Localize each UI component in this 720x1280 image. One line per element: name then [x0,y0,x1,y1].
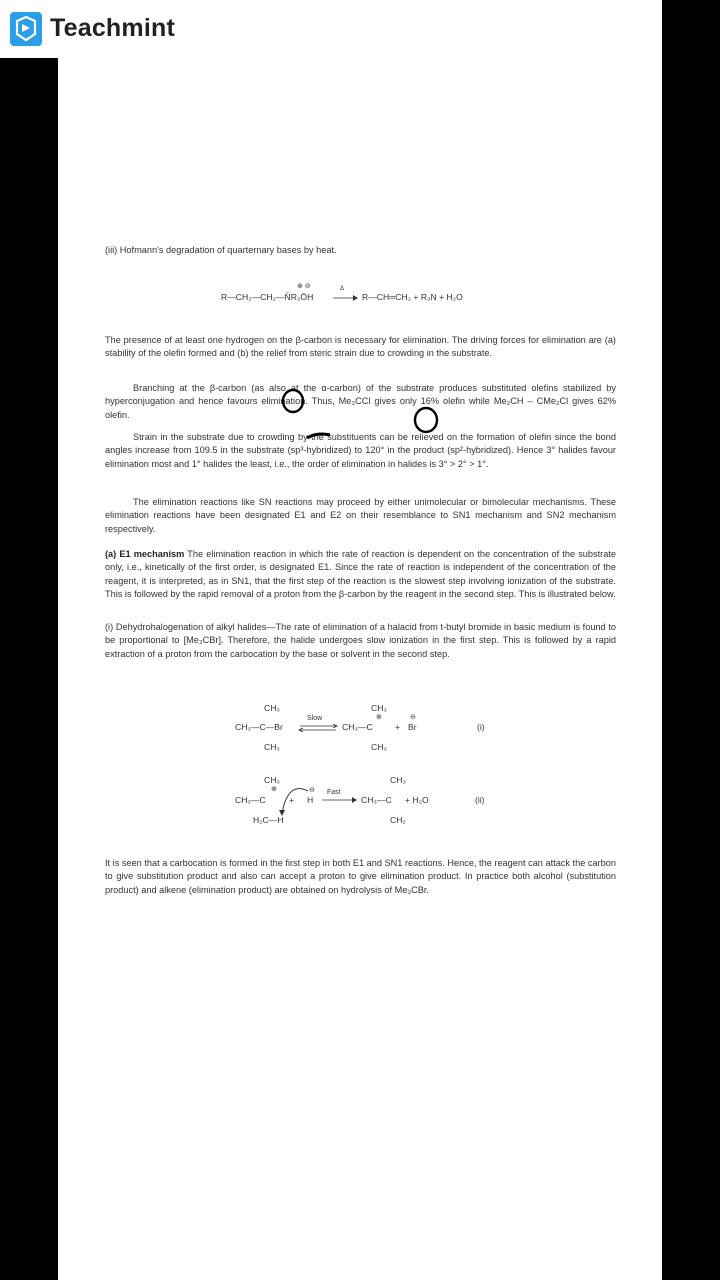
r2-product-methylene: CH₂ [390,815,406,825]
paragraph-mechanisms: The elimination reactions like SN reactions may proceed by either unimolecular or bimolecular mechanisms. These elimination reactions have been designated E1 and E2 on their resemblance to SN1 mechanism and SN2 mechanism respectively. [105,497,616,534]
hofmann-reactant: R—CH₂—CH₂—N̊R₃ŌH [221,292,314,302]
r2-product-top-methyl: CH₃ [390,775,406,785]
r2-top-methyl: CH₃ [264,775,280,785]
r2-base: H [307,795,314,805]
r1-negative-charge: ⊖ [410,714,416,721]
paragraph-strain: Strain in the substrate due to crowding by the substituents can be relieved on the formation of olefin since the bond angles increase from 109.5 in the substrate (sp³-hybridized) to 120° in the product (sp²-hybridized). Hence 3° halides favour elimination most and 1° halides the least, i.e., the order of elimination in halides is 3° > 2° > 1°. [105,432,616,469]
paragraph-conclusion: It is seen that a carbocation is formed in the first step in both E1 and SN1 reactions. Hence, the reagent can attack the carbon to give substitution product and also can accept a proton to give elimination product. In practice both alcohol (substitution product) and alkene (elimination product) are obtained on hydrolysis of Me₃CBr. [105,858,616,895]
r2-product-carbon: CH₃—C [361,795,392,805]
hofmann-products: R—CH═CH₂ + R₃N + H₂O [362,292,463,302]
handwritten-circle-mark [280,386,308,416]
r1-plus: + [395,722,401,732]
e1-body: The elimination reaction in which the rate of reaction is dependent on the concentration of the substrate only, i.e., kinetically of the first order, is designated E1. Since the rate of reaction is independent of the concentration of the reagent, it is interpreted, as in SN1, that the first step of the reaction is the slowest step involving ionization of the substrate. This is followed by the rapid removal of a proton from the β-carbon by the reagent in the second step. This is illustrated below. [105,549,617,600]
r2-tag: (ii) [475,795,485,805]
paragraph-dehydrohalogenation: (i) Dehydrohalogenation of alkyl halides—The rate of elimination of a halacid from t-butyl bromide in basic medium is found to be proportional to [Me₃CBr]. Therefore, the halide undergoes slow ionization in the first step. This is followed by a rapid extraction of a proton from the carbocation by the base or solvent in the second step. [105,622,616,659]
paragraph-branching: Branching at the β-carbon (as also at the α-carbon) of the substrate produces substituted olefins stabilized by hyperconjugation and hence favours elimination. Thus, Me₃CCl gives only 16% olefin while Me₂CH – CMe₂Cl gives 62% olefin. [105,383,616,420]
r1-bottom-methyl: CH₃ [264,742,280,752]
paragraph-hydrogen: The presence of at least one hydrogen on the β-carbon is necessary for elimination. The driving forces for elimination are (a) stability of the olefin formed and (b) the relief from steric strain due to crowding in the substrate. [105,335,616,359]
r1-carbocation: CH₃—C [342,722,373,732]
reaction-arrow-icon [333,294,359,302]
handwritten-dash-mark [305,430,333,442]
r1-positive-charge: ⊕ [376,714,382,721]
curved-arrow-icon [274,783,314,823]
equilibrium-arrow-icon [298,724,338,732]
section-heading-iii: (iii) Hofmann's degradation of quarternary bases by heat. [105,245,337,255]
e1-title: (a) E1 mechanism [105,549,185,559]
r1-product-bottom-methyl: CH₃ [371,742,387,752]
forward-arrow-icon [322,796,358,804]
handwritten-circle-mark [412,404,442,436]
teachmint-logo-icon [10,12,42,46]
r2-arrow-label: Fast [327,789,341,796]
paragraph-e1 [105,548,616,602]
r2-water: + H₂O [405,795,429,805]
r1-tag: (i) [477,722,485,732]
r1-bromide: Br [408,722,417,732]
r1-arrow-label: Slow [307,715,323,722]
r2-plus: + [289,795,295,805]
r2-carbocation: CH₃—C [235,795,266,805]
brand-header [0,0,200,58]
r2-base-charge: ⊖ [309,787,315,794]
r1-product-top-methyl: CH₃ [371,703,387,713]
r1-substrate: CH₃—C—Br [235,722,283,732]
r2-positive-charge: ⊕ [271,786,277,793]
hofmann-condition: Δ [340,286,345,292]
r2-beta-carbon: H₂C—H [253,815,284,825]
hofmann-charges: ⊕ ⊖ [297,283,311,290]
brand-name: Teachmint [50,14,175,42]
r1-top-methyl: CH₃ [264,703,280,713]
